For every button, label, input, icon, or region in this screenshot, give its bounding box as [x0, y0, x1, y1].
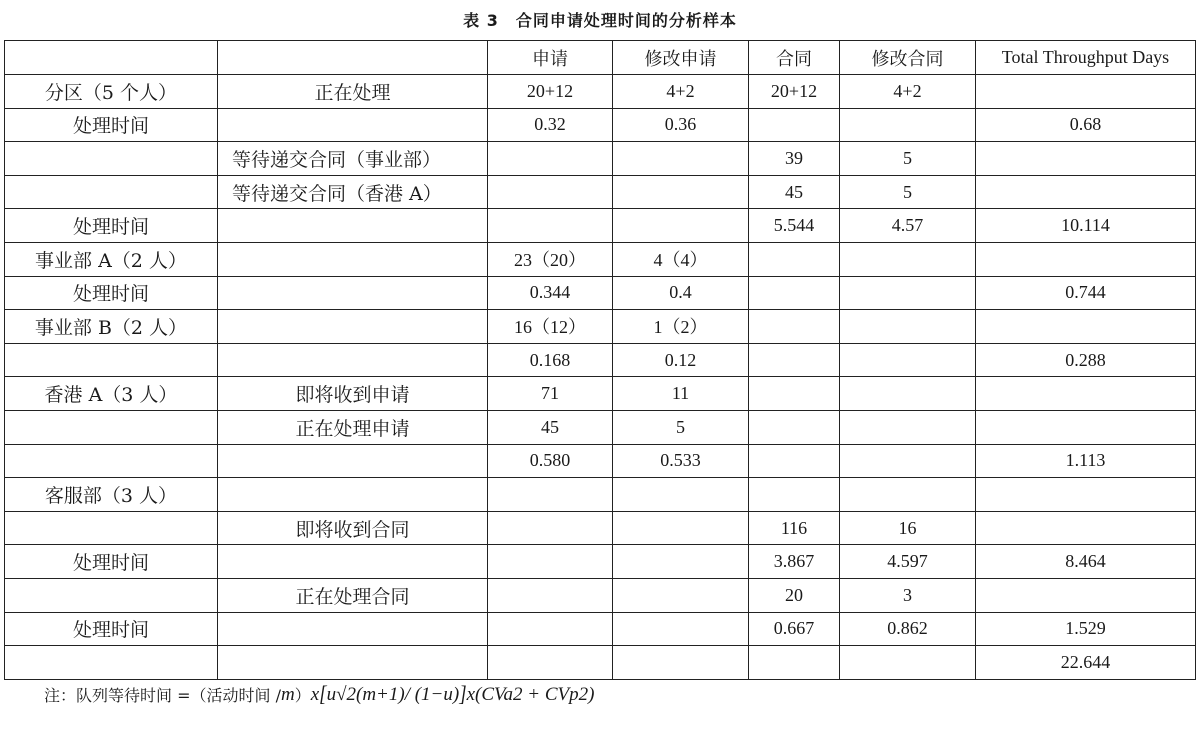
table-title: 表 3 合同申请处理时间的分析样本	[463, 11, 737, 30]
column-header	[218, 41, 488, 75]
table-cell	[840, 276, 976, 310]
note-m: m	[280, 683, 295, 705]
table-row	[5, 444, 1196, 478]
table-cell	[218, 276, 488, 310]
table-cell	[749, 242, 840, 276]
note-u: u	[326, 683, 337, 705]
table-cell: 0.12	[613, 343, 749, 377]
table-cell: 1.113	[976, 444, 1196, 478]
column-header: 修改申请	[613, 41, 749, 75]
table-cell	[840, 242, 976, 276]
table-cell: 正在处理合同	[218, 578, 488, 612]
table-cell: 23（20）	[488, 242, 613, 276]
table-cell	[488, 612, 613, 646]
table-cell	[749, 377, 840, 411]
table-cell	[488, 646, 613, 680]
table-cell	[749, 108, 840, 142]
table-cell: 4（4）	[613, 242, 749, 276]
table-cell	[218, 444, 488, 478]
table-row	[5, 612, 1196, 646]
table-cell	[5, 646, 218, 680]
table-cell	[840, 444, 976, 478]
table-cell	[840, 108, 976, 142]
table-cell	[976, 511, 1196, 545]
table-cell: 即将收到合同	[218, 511, 488, 545]
table-cell	[218, 478, 488, 512]
table-cell: 0.68	[976, 108, 1196, 142]
table-cell: 处理时间	[5, 612, 218, 646]
table-cell	[488, 478, 613, 512]
table-cell: 0.344	[488, 276, 613, 310]
table-cell: 10.114	[976, 209, 1196, 243]
table-cell	[976, 410, 1196, 444]
table-cell	[613, 578, 749, 612]
table-cell: 香港 A（3 人）	[5, 377, 218, 411]
table-cell	[976, 310, 1196, 344]
table-row	[5, 209, 1196, 243]
table-row	[5, 545, 1196, 579]
table-cell: 20+12	[749, 75, 840, 109]
table-cell	[613, 646, 749, 680]
table-cell: 4.57	[840, 209, 976, 243]
table-row	[5, 142, 1196, 176]
note-exponent: √2(m+1)	[336, 683, 405, 705]
table-cell	[488, 578, 613, 612]
table-cell: 3	[840, 578, 976, 612]
table-cell	[749, 410, 840, 444]
table-cell	[613, 209, 749, 243]
table-cell	[488, 511, 613, 545]
table-cell: 处理时间	[5, 276, 218, 310]
table-cell	[488, 175, 613, 209]
table-cell	[5, 142, 218, 176]
table-row	[5, 646, 1196, 680]
header-row	[5, 41, 1196, 75]
table-cell	[749, 478, 840, 512]
table-cell	[976, 578, 1196, 612]
table-cell	[5, 511, 218, 545]
note-x1: x	[310, 683, 320, 705]
table-cell: 0.533	[613, 444, 749, 478]
table-cell: 20	[749, 578, 840, 612]
table-cell	[613, 511, 749, 545]
table-row	[5, 410, 1196, 444]
table-cell: 0.288	[976, 343, 1196, 377]
table-cell: 20+12	[488, 75, 613, 109]
table-cell	[749, 646, 840, 680]
table-row	[5, 343, 1196, 377]
table-cell: 0.32	[488, 108, 613, 142]
table-cell: 16	[840, 511, 976, 545]
table-cell: 8.464	[976, 545, 1196, 579]
table-cell: 71	[488, 377, 613, 411]
table-cell: 3.867	[749, 545, 840, 579]
note-tail: x(CVa2 + CVp2)	[466, 683, 595, 705]
table-row	[5, 377, 1196, 411]
note-prefix: 注：队列等待时间 =（活动时间 /	[44, 686, 281, 705]
table-cell: 5	[840, 142, 976, 176]
table-cell	[5, 175, 218, 209]
table-cell	[613, 478, 749, 512]
table-cell	[218, 108, 488, 142]
table-cell: 事业部 B（2 人）	[5, 310, 218, 344]
table-cell: 0.580	[488, 444, 613, 478]
table-cell	[218, 343, 488, 377]
table-cell: 0.862	[840, 612, 976, 646]
table-cell: 45	[749, 175, 840, 209]
table-row	[5, 578, 1196, 612]
table-cell: 5.544	[749, 209, 840, 243]
table-cell: 22.644	[976, 646, 1196, 680]
table-cell: 正在处理申请	[218, 410, 488, 444]
table-cell	[613, 142, 749, 176]
table-cell: 4+2	[840, 75, 976, 109]
column-header: Total Throughput Days	[976, 41, 1196, 75]
table-cell	[840, 646, 976, 680]
table-cell	[218, 209, 488, 243]
table-row	[5, 242, 1196, 276]
table-cell	[976, 242, 1196, 276]
table-cell	[976, 75, 1196, 109]
table-cell	[749, 444, 840, 478]
table-cell	[976, 377, 1196, 411]
table-cell	[5, 410, 218, 444]
right-bracket: ]	[459, 682, 467, 707]
column-header: 合同	[749, 41, 840, 75]
column-header: 修改合同	[840, 41, 976, 75]
table-cell: 正在处理	[218, 75, 488, 109]
table-row	[5, 75, 1196, 109]
table-cell: 事业部 A（2 人）	[5, 242, 218, 276]
table-cell	[218, 242, 488, 276]
table-cell	[613, 175, 749, 209]
table-cell	[840, 377, 976, 411]
table-cell	[5, 343, 218, 377]
table-cell	[218, 545, 488, 579]
table-row	[5, 310, 1196, 344]
table-cell: 0.4	[613, 276, 749, 310]
table-cell	[488, 209, 613, 243]
table-cell	[218, 310, 488, 344]
table-cell: 处理时间	[5, 545, 218, 579]
note-close: ）	[294, 686, 311, 705]
table-row	[5, 108, 1196, 142]
table-row	[5, 276, 1196, 310]
table-cell: 116	[749, 511, 840, 545]
table-cell	[749, 276, 840, 310]
table-cell	[749, 310, 840, 344]
table-cell	[218, 646, 488, 680]
table-cell	[488, 545, 613, 579]
table-cell: 11	[613, 377, 749, 411]
note-fraction: / (1−u)	[404, 683, 460, 705]
table-cell: 16（12）	[488, 310, 613, 344]
table-cell: 即将收到申请	[218, 377, 488, 411]
table-cell: 4+2	[613, 75, 749, 109]
formula-note	[44, 683, 595, 706]
table-cell: 分区（5 个人）	[5, 75, 218, 109]
table-cell	[749, 343, 840, 377]
table-cell: 处理时间	[5, 209, 218, 243]
table-cell: 等待递交合同（香港 A）	[218, 175, 488, 209]
table-row	[5, 175, 1196, 209]
table-cell	[613, 545, 749, 579]
table-cell: 45	[488, 410, 613, 444]
table-cell: 39	[749, 142, 840, 176]
table-cell: 1（2）	[613, 310, 749, 344]
table-cell	[5, 444, 218, 478]
table-cell: 5	[840, 175, 976, 209]
column-header	[5, 41, 218, 75]
table-cell: 等待递交合同（事业部）	[218, 142, 488, 176]
table-cell: 5	[613, 410, 749, 444]
table-row	[5, 511, 1196, 545]
table-cell	[613, 612, 749, 646]
table-cell	[5, 578, 218, 612]
table-cell: 处理时间	[5, 108, 218, 142]
table-cell	[840, 343, 976, 377]
table-cell: 客服部（3 人）	[5, 478, 218, 512]
table-cell	[976, 478, 1196, 512]
column-header: 申请	[488, 41, 613, 75]
left-bracket: [	[319, 682, 327, 707]
table-cell	[840, 478, 976, 512]
table-cell: 0.667	[749, 612, 840, 646]
table-cell: 0.744	[976, 276, 1196, 310]
table-cell: 0.36	[613, 108, 749, 142]
analysis-table	[4, 40, 1196, 680]
table-cell	[976, 175, 1196, 209]
table-cell: 0.168	[488, 343, 613, 377]
table-cell: 1.529	[976, 612, 1196, 646]
table-cell	[840, 310, 976, 344]
table-cell	[976, 142, 1196, 176]
table-cell: 4.597	[840, 545, 976, 579]
table-cell	[218, 612, 488, 646]
table-cell	[840, 410, 976, 444]
table-row	[5, 478, 1196, 512]
table-cell	[488, 142, 613, 176]
